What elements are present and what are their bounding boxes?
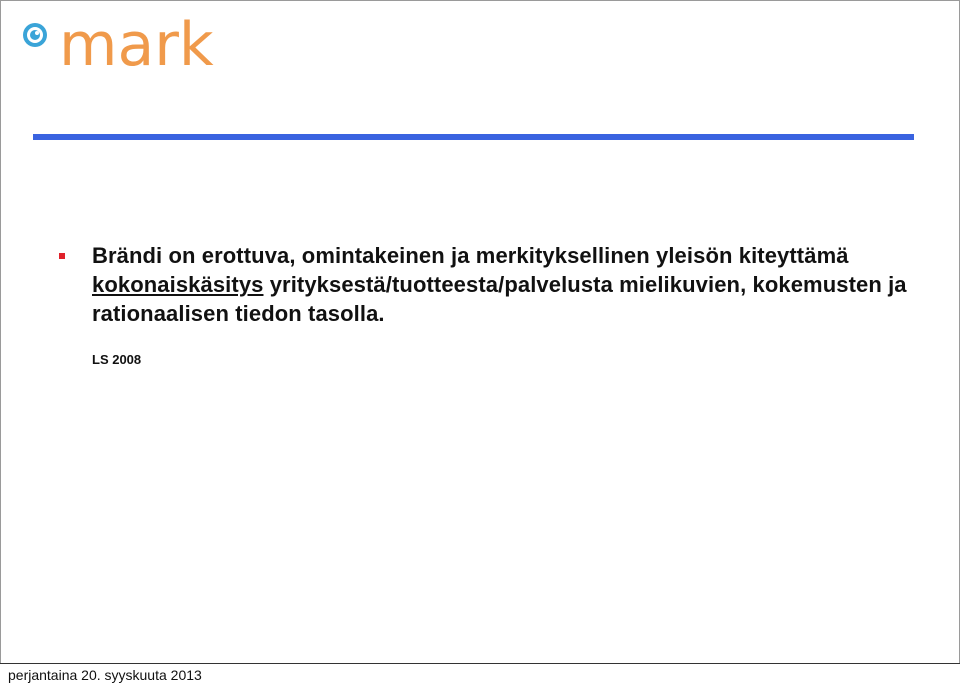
definition-underlined-term: kokonaiskäsitys bbox=[92, 272, 264, 297]
swirl-icon bbox=[21, 21, 49, 49]
bullet-marker bbox=[59, 253, 65, 259]
footer-divider bbox=[0, 663, 960, 664]
accent-divider bbox=[33, 134, 914, 140]
brand-definition bbox=[92, 241, 912, 328]
mark-logo bbox=[21, 10, 214, 83]
definition-text-part1: Brändi on erottuva, omintakeinen ja merkityksellinen yleisön kiteyttämä bbox=[92, 243, 849, 268]
definition-text-part2: yrityksestä/tuotteesta/palvelusta mielikuvien, kokemusten ja rationaalisen tiedon tasolla. bbox=[92, 272, 907, 326]
source-citation: LS 2008 bbox=[92, 352, 142, 367]
logo-wordmark: mark bbox=[59, 10, 214, 80]
footer-date: perjantaina 20. syyskuuta 2013 bbox=[8, 667, 202, 683]
